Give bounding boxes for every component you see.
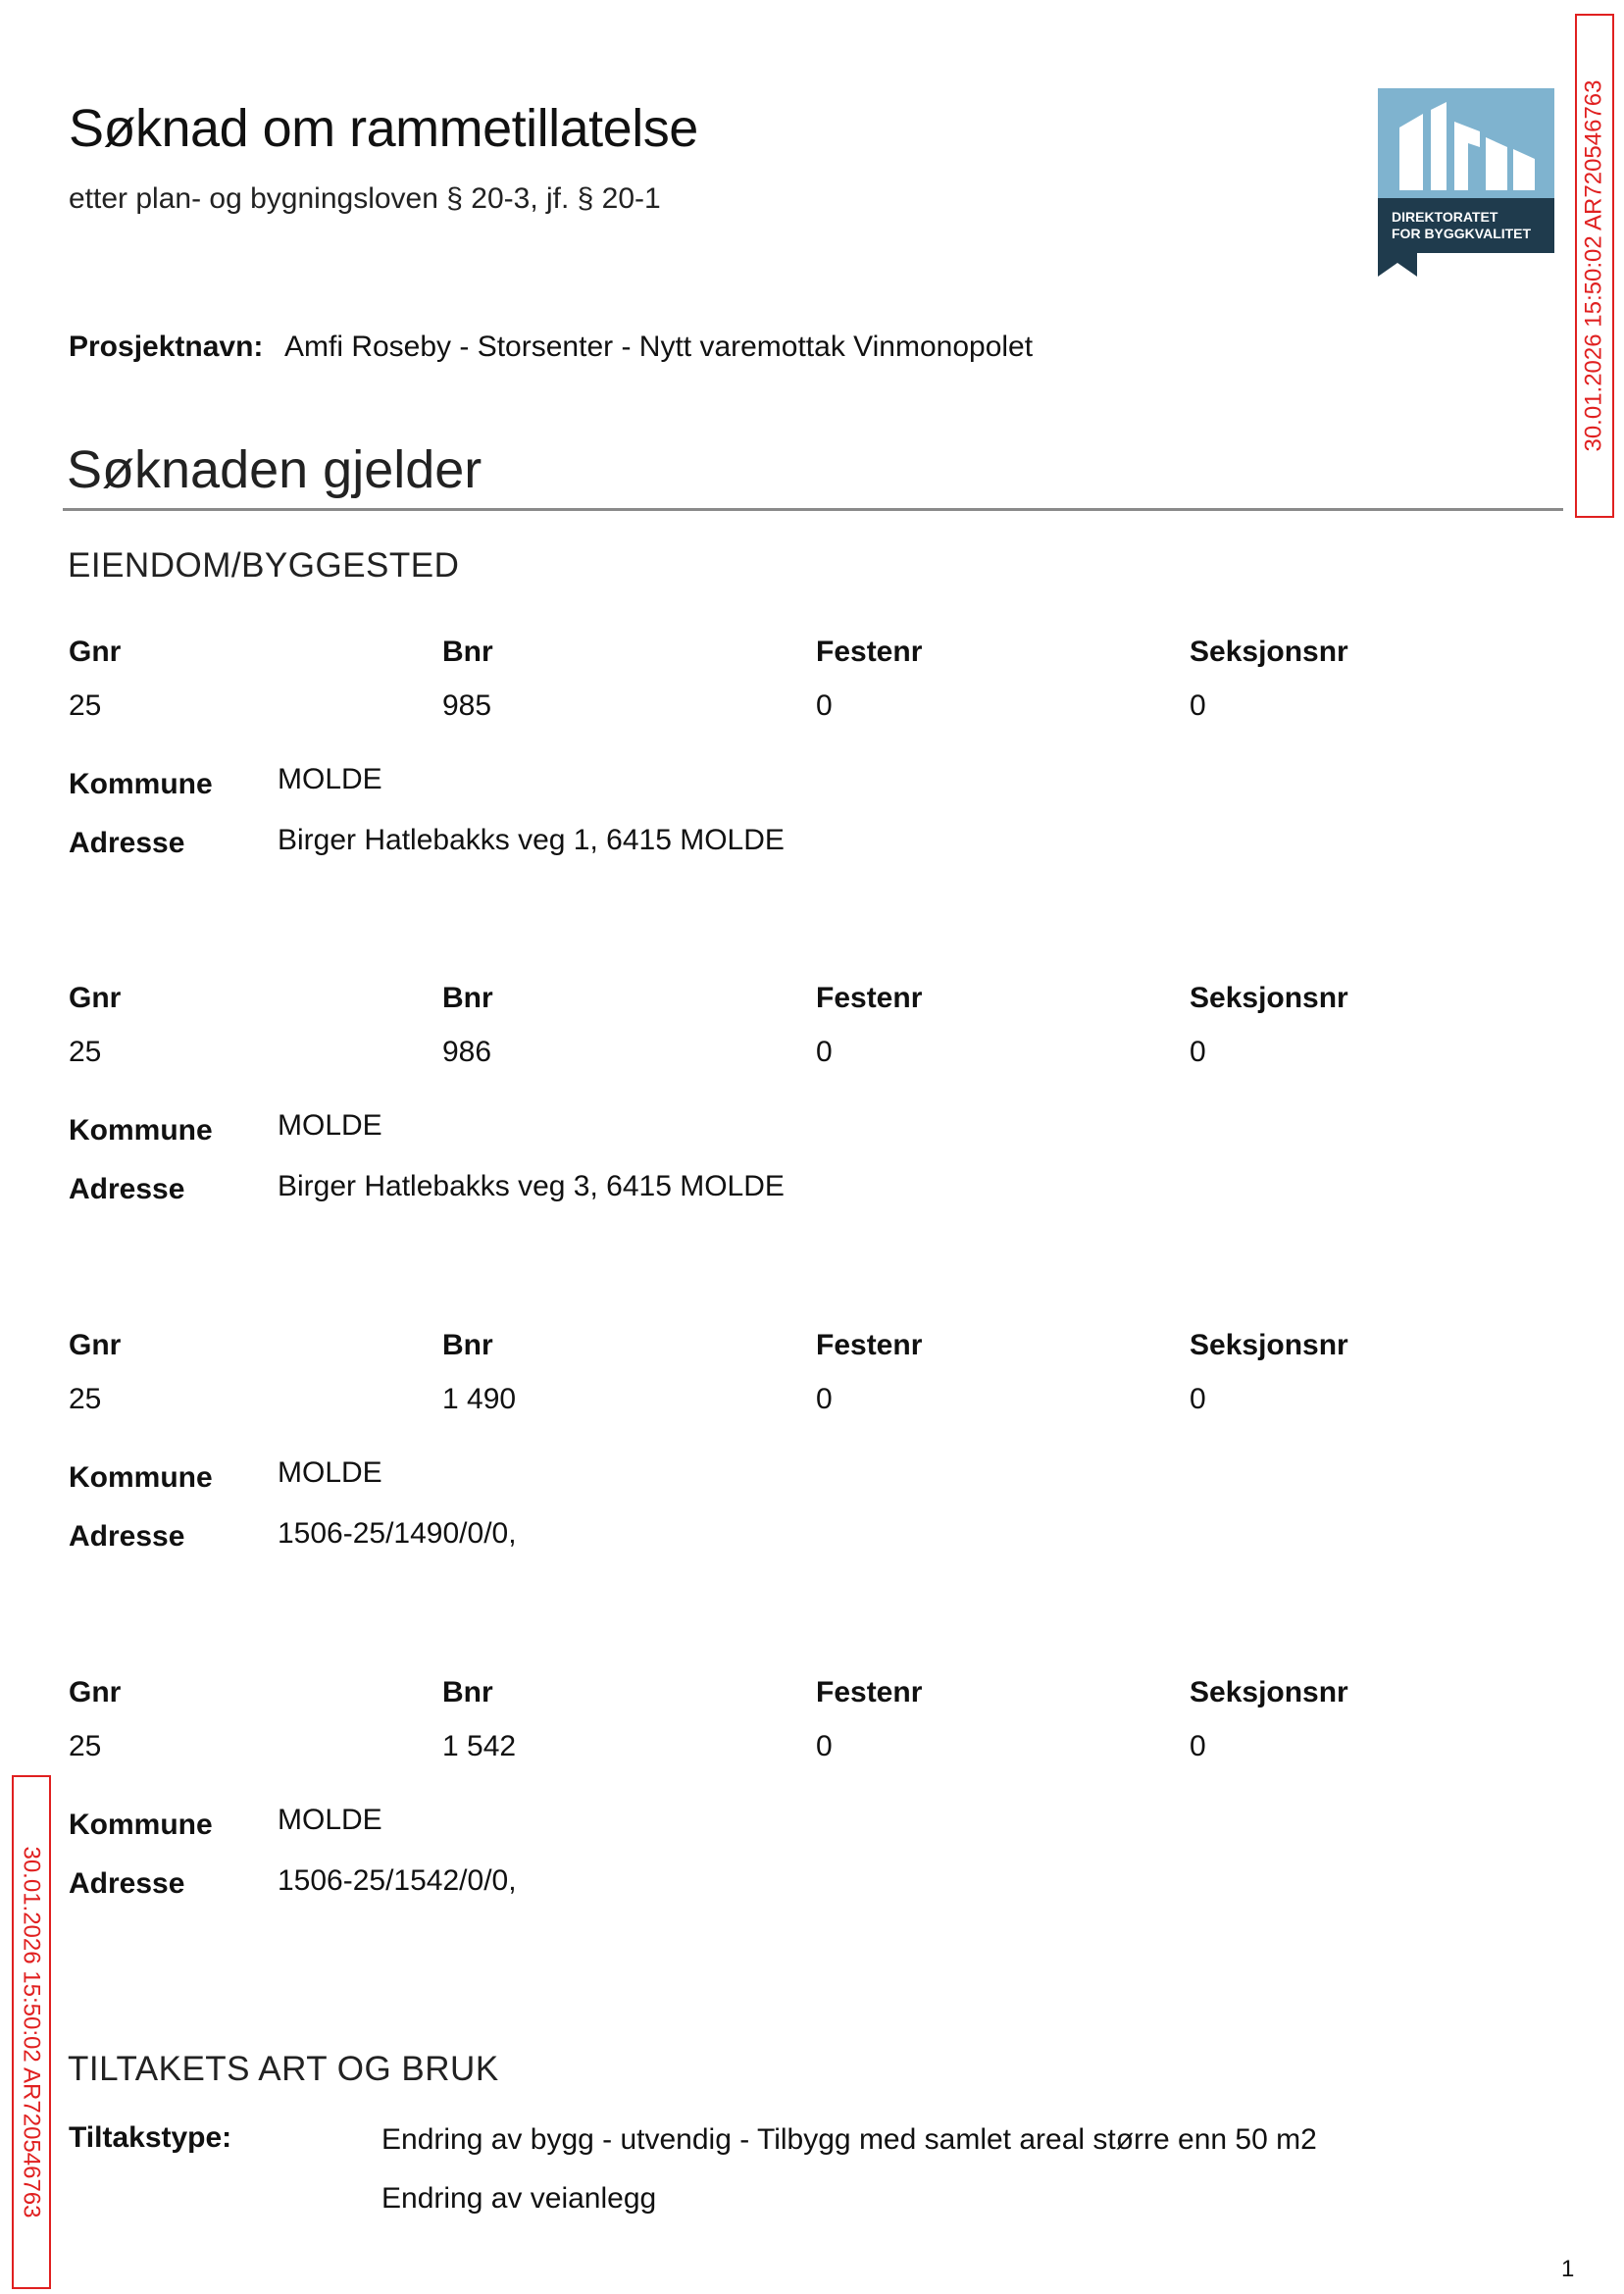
adresse-value: Birger Hatlebakks veg 1, 6415 MOLDE: [278, 824, 785, 856]
adresse-value: Birger Hatlebakks veg 3, 6415 MOLDE: [278, 1170, 785, 1202]
kommune-value: MOLDE: [278, 763, 382, 795]
dibk-logo-graphic: [1378, 88, 1554, 277]
column-header-bnr: Bnr: [442, 1676, 493, 1708]
column-header-gnr: Gnr: [69, 1329, 122, 1361]
column-header-seksjonsnr: Seksjonsnr: [1190, 982, 1348, 1014]
gnr-value: 25: [69, 1383, 102, 1415]
column-header-bnr: Bnr: [442, 1329, 493, 1361]
tiltak-heading: TILTAKETS ART OG BRUK: [68, 2050, 499, 2088]
gnr-value: 25: [69, 689, 102, 722]
property-heading: EIENDOM/BYGGESTED: [68, 546, 460, 585]
festenr-value: 0: [816, 1383, 833, 1415]
column-header-seksjonsnr: Seksjonsnr: [1190, 636, 1348, 668]
adresse-value: 1506-25/1490/0/0,: [278, 1517, 517, 1550]
dibk-logo: [1378, 88, 1554, 277]
project-name-label: Prosjektnavn:: [69, 331, 264, 363]
seksjonsnr-value: 0: [1190, 1036, 1206, 1068]
kommune-label: Kommune: [69, 1809, 213, 1841]
column-header-bnr: Bnr: [442, 636, 493, 668]
bnr-value: 985: [442, 689, 492, 722]
tiltakstype-label: Tiltakstype:: [69, 2121, 232, 2154]
seksjonsnr-value: 0: [1190, 1730, 1206, 1762]
section-title: Søknaden gjelder: [67, 440, 482, 499]
tiltakstype-value: Endring av veianlegg: [381, 2182, 657, 2215]
bnr-value: 1 490: [442, 1383, 517, 1415]
column-header-festenr: Festenr: [816, 982, 923, 1014]
column-header-seksjonsnr: Seksjonsnr: [1190, 1676, 1348, 1708]
kommune-value: MOLDE: [278, 1456, 382, 1489]
column-header-gnr: Gnr: [69, 636, 122, 668]
section-divider: [63, 508, 1563, 511]
document-subtitle: etter plan- og bygningsloven § 20-3, jf. § 20-1: [69, 182, 661, 215]
adresse-label: Adresse: [69, 827, 185, 859]
stamp-text: 30.01.2026 15:50:02 AR720546763: [1581, 79, 1607, 452]
gnr-value: 25: [69, 1730, 102, 1762]
adresse-label: Adresse: [69, 1867, 185, 1900]
project-name-value: Amfi Roseby - Storsenter - Nytt varemottak Vinmonopolet: [284, 331, 1034, 363]
kommune-value: MOLDE: [278, 1109, 382, 1142]
logo-text-1: DIREKTORATET: [1392, 209, 1498, 225]
kommune-value: MOLDE: [278, 1804, 382, 1836]
timestamp-stamp-right: [1575, 14, 1614, 518]
adresse-label: Adresse: [69, 1520, 185, 1553]
column-header-gnr: Gnr: [69, 982, 122, 1014]
seksjonsnr-value: 0: [1190, 1383, 1206, 1415]
adresse-label: Adresse: [69, 1173, 185, 1205]
festenr-value: 0: [816, 689, 833, 722]
column-header-festenr: Festenr: [816, 636, 923, 668]
column-header-gnr: Gnr: [69, 1676, 122, 1708]
document-title: Søknad om rammetillatelse: [69, 99, 698, 158]
bnr-value: 1 542: [442, 1730, 517, 1762]
kommune-label: Kommune: [69, 1461, 213, 1494]
tiltakstype-value: Endring av bygg - utvendig - Tilbygg med samlet areal større enn 50 m2: [381, 2123, 1317, 2156]
column-header-festenr: Festenr: [816, 1329, 923, 1361]
seksjonsnr-value: 0: [1190, 689, 1206, 722]
logo-text-2: FOR BYGGKVALITET: [1392, 226, 1532, 241]
gnr-value: 25: [69, 1036, 102, 1068]
column-header-seksjonsnr: Seksjonsnr: [1190, 1329, 1348, 1361]
adresse-value: 1506-25/1542/0/0,: [278, 1864, 517, 1897]
festenr-value: 0: [816, 1730, 833, 1762]
stamp-text: 30.01.2026 15:50:02 AR720546763: [19, 1846, 45, 2218]
page-number: 1: [1561, 2256, 1575, 2282]
kommune-label: Kommune: [69, 1114, 213, 1147]
festenr-value: 0: [816, 1036, 833, 1068]
kommune-label: Kommune: [69, 768, 213, 800]
timestamp-stamp-left: [12, 1775, 51, 2289]
column-header-festenr: Festenr: [816, 1676, 923, 1708]
column-header-bnr: Bnr: [442, 982, 493, 1014]
bnr-value: 986: [442, 1036, 492, 1068]
